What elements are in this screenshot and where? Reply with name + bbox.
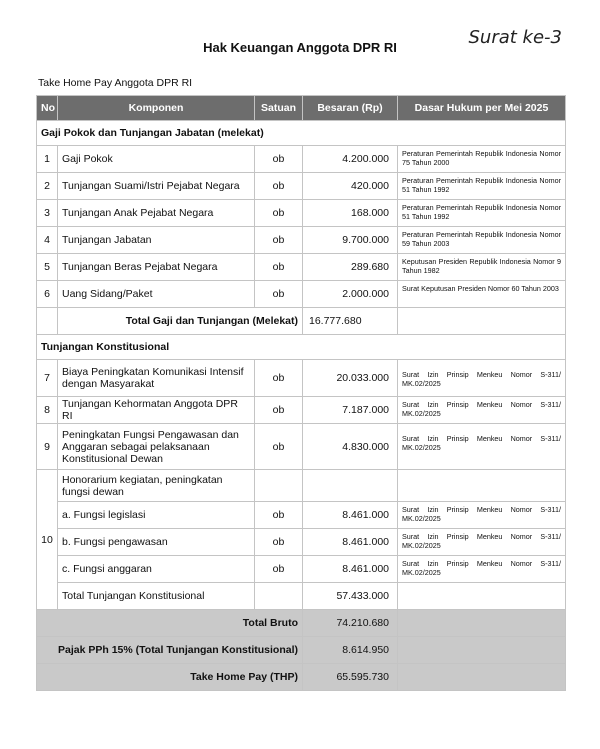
empty-cell xyxy=(398,637,566,664)
row-besaran: 168.000 xyxy=(303,200,398,227)
row-besaran: 4.830.000 xyxy=(303,424,398,470)
total-bruto-label: Total Bruto xyxy=(37,610,303,637)
row-komponen: Biaya Peningkatan Komunikasi Intensif dengan Masyarakat xyxy=(58,360,255,397)
row-dasar-hukum: Surat Izin Prinsip Menkeu Nomor S-311/ MK.02/2025 xyxy=(398,397,566,424)
take-home-pay-row xyxy=(37,664,566,691)
total-bruto-row xyxy=(37,610,566,637)
row-komponen: Tunjangan Kehormatan Anggota DPR RI xyxy=(58,397,255,424)
table-row xyxy=(37,502,566,529)
empty-cell xyxy=(398,610,566,637)
row-komponen: Uang Sidang/Paket xyxy=(58,281,255,308)
table-row xyxy=(37,424,566,470)
table-row xyxy=(37,397,566,424)
subtotal-label: Total Gaji dan Tunjangan (Melekat) xyxy=(58,308,303,335)
pph-tax-value: 8.614.950 xyxy=(303,637,398,664)
row-satuan: ob xyxy=(255,424,303,470)
row-number: 9 xyxy=(37,424,58,470)
spacer-cell xyxy=(37,308,58,335)
row-dasar-hukum: Peraturan Pemerintah Republik Indonesia Nomor 59 Tahun 2003 xyxy=(398,227,566,254)
row-besaran: 20.033.000 xyxy=(303,360,398,397)
row-besaran: 8.461.000 xyxy=(303,502,398,529)
row-satuan: ob xyxy=(255,173,303,200)
subtotal-value: 16.777.680 xyxy=(303,308,398,335)
table-header xyxy=(37,96,566,121)
row-number: 4 xyxy=(37,227,58,254)
table-row xyxy=(37,529,566,556)
row-dasar-hukum: Peraturan Pemerintah Republik Indonesia Nomor 51 Tahun 1992 xyxy=(398,173,566,200)
table-row xyxy=(37,146,566,173)
empty-cell xyxy=(255,583,303,610)
table-row xyxy=(37,254,566,281)
row-besaran: 9.700.000 xyxy=(303,227,398,254)
letter-number-note: Surat ke-3 xyxy=(468,27,562,48)
row-satuan: ob xyxy=(255,281,303,308)
row-number: 8 xyxy=(37,397,58,424)
row-number: 2 xyxy=(37,173,58,200)
row-dasar-hukum: Surat Izin Prinsip Menkeu Nomor S-311/ MK.02/2025 xyxy=(398,529,566,556)
row-besaran: 7.187.000 xyxy=(303,397,398,424)
row-besaran: 4.200.000 xyxy=(303,146,398,173)
row-dasar-hukum: Surat Izin Prinsip Menkeu Nomor S-311/ MK.02/2025 xyxy=(398,424,566,470)
row-komponen: Tunjangan Beras Pejabat Negara xyxy=(58,254,255,281)
row-besaran: 289.680 xyxy=(303,254,398,281)
pph-tax-label: Pajak PPh 15% (Total Tunjangan Konstitusional) xyxy=(37,637,303,664)
row-dasar-hukum: Surat Izin Prinsip Menkeu Nomor S-311/ MK.02/2025 xyxy=(398,556,566,583)
row-komponen: c. Fungsi anggaran xyxy=(58,556,255,583)
section-title: Gaji Pokok dan Tunjangan Jabatan (melekat) xyxy=(37,121,566,146)
pph-tax-row xyxy=(37,637,566,664)
row-number: 7 xyxy=(37,360,58,397)
row-satuan: ob xyxy=(255,227,303,254)
empty-cell xyxy=(303,470,398,502)
section-heading-konstitusional xyxy=(37,335,566,360)
subtotal-value: 57.433.000 xyxy=(303,583,398,610)
header-komponen: Komponen xyxy=(58,96,255,121)
row-besaran: 8.461.000 xyxy=(303,556,398,583)
row-number: 10 xyxy=(37,470,58,610)
row-satuan: ob xyxy=(255,200,303,227)
row-satuan: ob xyxy=(255,502,303,529)
table-subtitle: Take Home Pay Anggota DPR RI xyxy=(38,77,193,89)
total-bruto-value: 74.210.680 xyxy=(303,610,398,637)
header-besaran: Besaran (Rp) xyxy=(303,96,398,121)
row-satuan: ob xyxy=(255,146,303,173)
row-komponen: Tunjangan Anak Pejabat Negara xyxy=(58,200,255,227)
row-komponen: Honorarium kegiatan, peningkatan fungsi dewan xyxy=(58,470,255,502)
row-number: 3 xyxy=(37,200,58,227)
table-row xyxy=(37,200,566,227)
row-komponen: Tunjangan Suami/Istri Pejabat Negara xyxy=(58,173,255,200)
row-satuan: ob xyxy=(255,556,303,583)
row-satuan: ob xyxy=(255,397,303,424)
document-title: Hak Keuangan Anggota DPR RI xyxy=(203,40,397,55)
row-komponen: Tunjangan Jabatan xyxy=(58,227,255,254)
row-komponen: Gaji Pokok xyxy=(58,146,255,173)
empty-cell xyxy=(255,470,303,502)
section-title: Tunjangan Konstitusional xyxy=(37,335,566,360)
row-komponen: a. Fungsi legislasi xyxy=(58,502,255,529)
empty-cell xyxy=(398,470,566,502)
row-dasar-hukum: Peraturan Pemerintah Republik Indonesia Nomor 51 Tahun 1992 xyxy=(398,200,566,227)
header-satuan: Satuan xyxy=(255,96,303,121)
table-row xyxy=(37,227,566,254)
subtotal-label: Total Tunjangan Konstitusional xyxy=(58,583,255,610)
row-besaran: 420.000 xyxy=(303,173,398,200)
table-row xyxy=(37,556,566,583)
header-dasar-hukum: Dasar Hukum per Mei 2025 xyxy=(398,96,566,121)
take-home-pay-value: 65.595.730 xyxy=(303,664,398,691)
row-besaran: 8.461.000 xyxy=(303,529,398,556)
row-satuan: ob xyxy=(255,254,303,281)
row-dasar-hukum: Keputusan Presiden Republik Indonesia Nomor 9 Tahun 1982 xyxy=(398,254,566,281)
empty-cell xyxy=(398,583,566,610)
table-row xyxy=(37,360,566,397)
subtotal-row xyxy=(37,583,566,610)
row-dasar-hukum: Surat Keputusan Presiden Nomor 60 Tahun 2003 xyxy=(398,281,566,308)
take-home-pay-table xyxy=(36,95,566,691)
table-row xyxy=(37,173,566,200)
subtotal-row xyxy=(37,308,566,335)
row-dasar-hukum: Peraturan Pemerintah Republik Indonesia Nomor 75 Tahun 2000 xyxy=(398,146,566,173)
section-heading-gaji xyxy=(37,121,566,146)
row-number: 1 xyxy=(37,146,58,173)
row-komponen: Peningkatan Fungsi Pengawasan dan Anggaran sebagai pelaksanaan Konstitusional Dewan xyxy=(58,424,255,470)
empty-cell xyxy=(398,308,566,335)
row-number: 5 xyxy=(37,254,58,281)
take-home-pay-label: Take Home Pay (THP) xyxy=(37,664,303,691)
row-komponen: b. Fungsi pengawasan xyxy=(58,529,255,556)
row-besaran: 2.000.000 xyxy=(303,281,398,308)
row-number: 6 xyxy=(37,281,58,308)
row-satuan: ob xyxy=(255,360,303,397)
table-row xyxy=(37,281,566,308)
row-satuan: ob xyxy=(255,529,303,556)
empty-cell xyxy=(398,664,566,691)
header-no: No xyxy=(37,96,58,121)
row-dasar-hukum: Surat Izin Prinsip Menkeu Nomor S-311/ MK.02/2025 xyxy=(398,360,566,397)
row-dasar-hukum: Surat Izin Prinsip Menkeu Nomor S-311/ MK.02/2025 xyxy=(398,502,566,529)
table-row xyxy=(37,470,566,502)
